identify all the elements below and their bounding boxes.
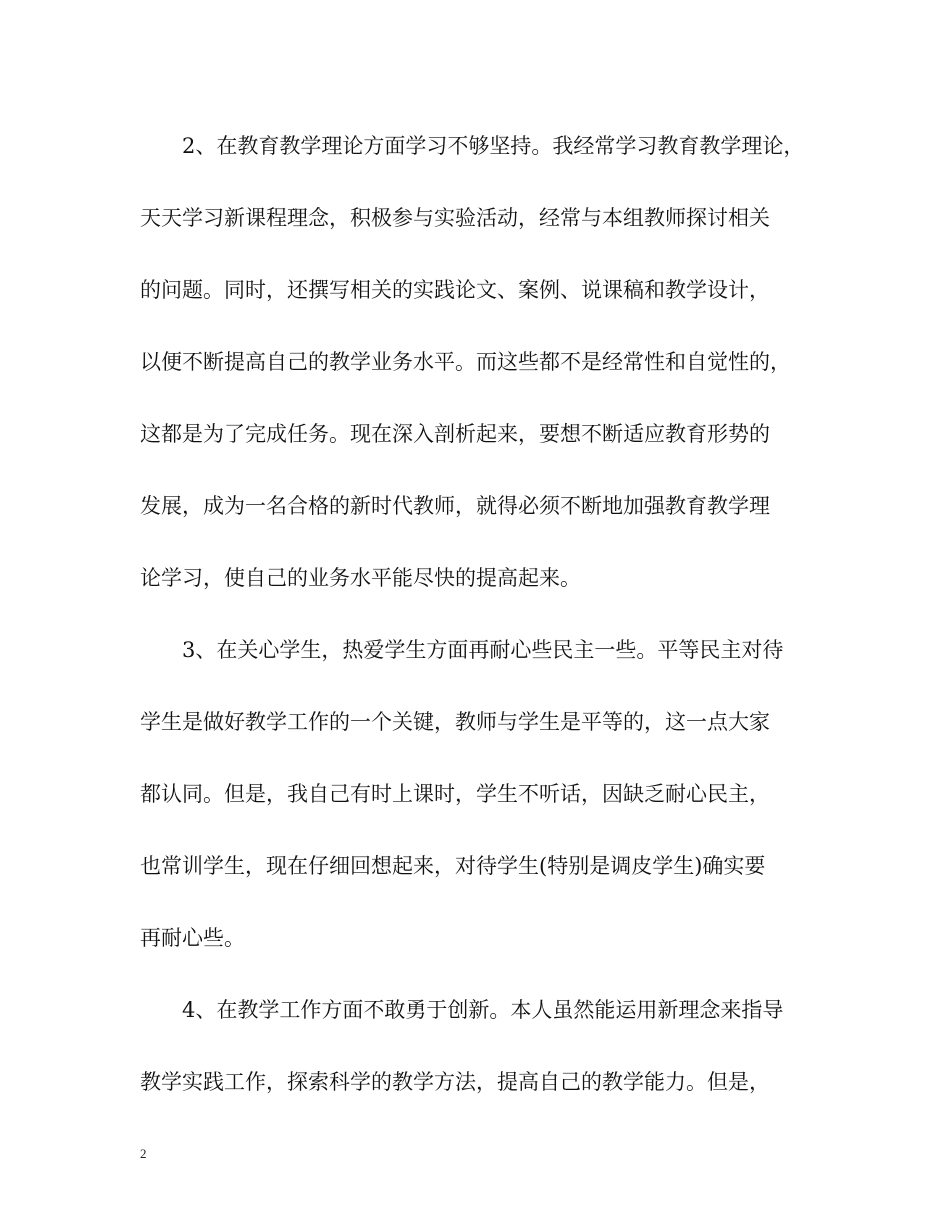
paragraph-3-line-3: 都认同。但是，我自己有时上课时，学生不听话，因缺乏耐心民主， bbox=[140, 782, 770, 806]
paragraph-2-line-6: 发展，成为一名合格的新时代教师，就得必须不断地加强教育教学理 bbox=[140, 494, 770, 518]
page-number: 2 bbox=[140, 1146, 147, 1161]
paragraph-3-line-1: 3、在关心学生，热爱学生方面再耐心些民主一些。平等民主对待 bbox=[182, 638, 784, 662]
paragraph-2-line-5: 这都是为了完成任务。现在深入剖析起来，要想不断适应教育形势的 bbox=[140, 422, 770, 446]
paragraph-2-line-1: 2、在教育教学理论方面学习不够坚持。我经常学习教育教学理论， bbox=[182, 134, 805, 158]
paragraph-2-line-3: 的问题。同时，还撰写相关的实践论文、案例、说课稿和教学设计， bbox=[140, 278, 770, 302]
paragraph-2-line-7: 论学习，使自己的业务水平能尽快的提高起来。 bbox=[140, 566, 581, 590]
paragraph-3-line-2: 学生是做好教学工作的一个关键，教师与学生是平等的，这一点大家 bbox=[140, 710, 770, 734]
paragraph-3-line-4: 也常训学生，现在仔细回想起来，对待学生(特别是调皮学生)确实要 bbox=[140, 854, 766, 878]
paragraph-3-line-5: 再耐心些。 bbox=[140, 926, 245, 950]
paragraph-4-line-2: 教学实践工作，探索科学的教学方法，提高自己的教学能力。但是， bbox=[140, 1070, 770, 1094]
paragraph-4-line-1: 4、在教学工作方面不敢勇于创新。本人虽然能运用新理念来指导 bbox=[182, 998, 784, 1022]
paragraph-2-line-2: 天天学习新课程理念，积极参与实验活动，经常与本组教师探讨相关 bbox=[140, 206, 770, 230]
paragraph-2-line-4: 以便不断提高自己的教学业务水平。而这些都不是经常性和自觉性的， bbox=[140, 350, 791, 374]
